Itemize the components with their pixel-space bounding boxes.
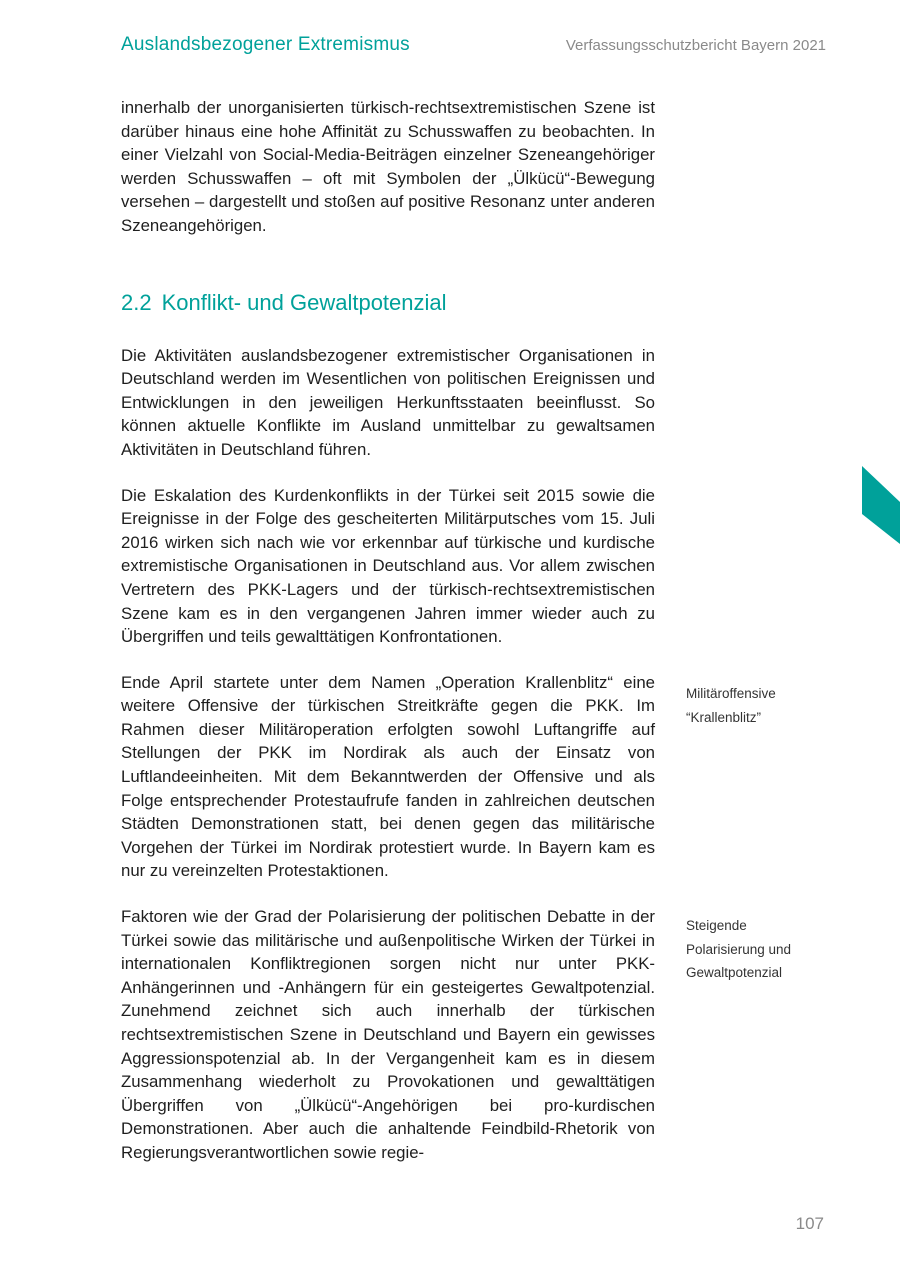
margin-note-line: “Krallenblitz” <box>686 709 762 725</box>
running-header-source: Verfassungsschutzbericht Bayern 2021 <box>565 37 826 54</box>
paragraph-activities: Die Aktivitäten auslandsbezogener extremistischer Organisationen in Deutschland werden im Wesentlichen von politischen Ereignissen und Entwicklungen in den jeweiligen Herkunftsstaaten beeinflusst. So können aktuelle Konflikte im Ausland unmittelbar zu gewaltsamen Aktivitäten in Deutschland führen. <box>121 345 655 459</box>
margin-note-line: Polarisierung und <box>686 941 792 957</box>
paragraph-intro: innerhalb der unorganisierten türkisch-rechtsextremistischen Szene ist darüber hinaus eine hohe Affinität zu Schusswaffen zu beobachten. In einer Vielzahl von Social-Media-Beiträgen einzelner Szeneangehöriger werden Schusswaffen – oft mit Symbolen der „Ülkücü“-Bewegung versehen – dargestellt und stoßen auf positive Resonanz unter anderen Szeneangehörigen. <box>121 98 655 235</box>
paragraph-factors: Faktoren wie der Grad der Polarisierung der politischen Debatte in der Türkei sowie das militärische und außenpolitische Wirken der Türkei in internationalen Konfliktregionen sorgen nicht nur unter PKK-Anhängerinnen und -Anhängern für ein gesteigertes Gewaltpotenzial. Zunehmend zeichnet sich auch innerhalb der türkischen rechtsextremistischen Szene in Deutschland und Bayern ein gewisses Aggressionspotenzial ab. In der Vergangenheit kam es in diesem Zusammenhang wiederholt zu Provokationen und gewalttätigen Übergriffen von „Ülkücü“-Angehörigen bei pro-kurdischen Demonstrationen. Aber auch die anhaltende Feindbild-Rhetorik von Regierungsverantwortlichen sowie regie- <box>121 907 655 1162</box>
margin-note-line: Militäroffensive <box>686 686 776 701</box>
section-title: Konflikt- und Gewaltpotenzial <box>161 289 447 315</box>
section-tab-icon <box>862 466 900 544</box>
paragraph-operation: Ende April startete unter dem Namen „Operation Krallenblitz“ eine weitere Offensive der türkischen Streitkräfte gegen die PKK. Im Rahmen dieser Militäroperation erfolgten sowohl Luftangriffe auf Stellungen der PKK im Nordirak als auch der Einsatz von Luftlandeeinheiten. Mit dem Bekanntwerden der Offensive und als Folge entsprechender Protestaufrufe fanden in zahlreichen deutschen Städten Demonstrationen statt, bei denen gegen das militärische Vorgehen der Türkei im Nordirak protestiert wurde. In Bayern kam es nur zu vereinzelten Protestaktionen. <box>121 672 655 881</box>
main-text-column <box>121 96 655 1187</box>
section-number: 2.2 <box>121 289 152 315</box>
paragraph-escalation: Die Eskalation des Kurdenkonflikts in der Türkei seit 2015 sowie die Ereignisse in der Folge des gescheiterten Militärputsches vom 15. Juli 2016 wirken sich nach wie vor erkennbar auf türkische und kurdische extremistische Organisationen in Deutschland aus. Vor allem zwischen Vertretern des PKK-Lagers und der türkisch-rechtsextremistischen Szene kam es in den vergangenen Jahren immer wieder auch zu Übergriffen und teils gewalttätigen Konfrontationen. <box>121 485 655 647</box>
running-header-title: Auslandsbezogener Extremismus <box>121 34 410 55</box>
margin-note-line: Gewaltpotenzial <box>686 965 783 980</box>
page-number: 107 <box>795 1214 824 1233</box>
margin-note-polarisierung <box>686 914 836 985</box>
section-heading <box>121 288 655 318</box>
margin-note-line: Steigende <box>686 918 747 933</box>
margin-note-krallenblitz <box>686 682 836 729</box>
